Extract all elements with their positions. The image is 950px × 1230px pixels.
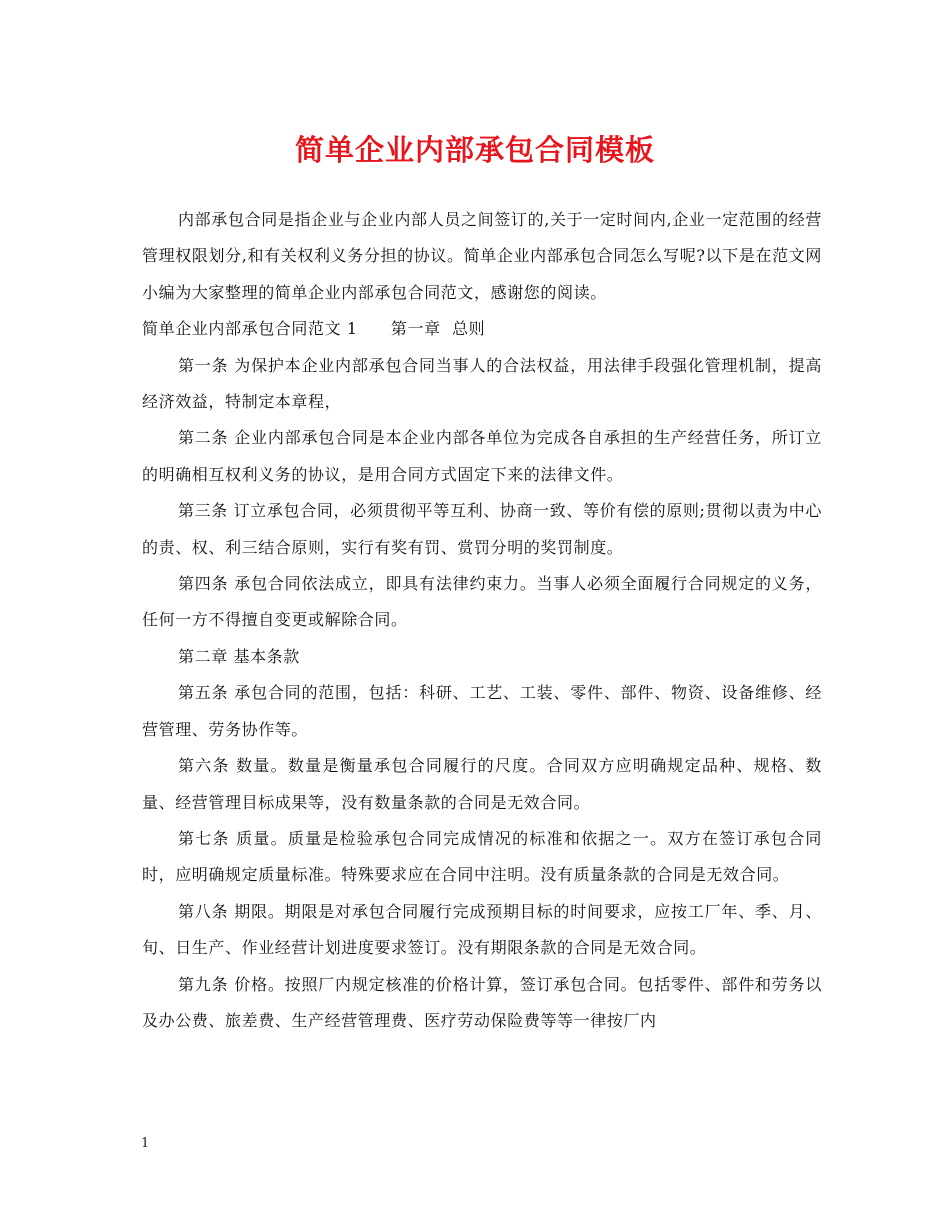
page-number: 1 — [141, 1136, 150, 1151]
article-8: 第八条 期限。期限是对承包合同履行完成预期目标的时间要求，应按工厂年、季、月、旬、日生产、作业经营计划进度要求签订。没有期限条款的合同是无效合同。 — [142, 901, 822, 958]
sample-heading: 简单企业内部承包合同范文 1 第一章 总则 — [142, 319, 486, 339]
article-5: 第五条 承包合同的范围，包括：科研、工艺、工装、零件、部件、物资、设备维修、经营管理、劳务协作等。 — [142, 683, 822, 739]
article-6: 第六条 数量。数量是衡量承包合同履行的尺度。合同双方应明确规定品种、规格、数量、经营管理目标成果等，没有数量条款的合同是无效合同。 — [142, 756, 822, 812]
document-title: 简单企业内部承包合同模板 — [294, 133, 655, 167]
document-body — [142, 202, 822, 1039]
article-7: 第七条 质量。质量是检验承包合同完成情况的标准和依据之一。双方在签订承包合同时，应明确规定质量标准。特殊要求应在合同中注明。没有质量条款的合同是无效合同。 — [142, 828, 822, 885]
article-4: 第四条 承包合同依法成立，即具有法律约束力。当事人必须全面履行合同规定的义务，任何一方不得擅自变更或解除合同。 — [142, 574, 822, 630]
article-9: 第九条 价格。按照厂内规定核准的价格计算，签订承包合同。包括零件、部件和劳务以及办公费、旅差费、生产经营管理费、医疗劳动保险费等等一律按厂内 — [142, 974, 822, 1030]
article-3: 第三条 订立承包合同，必须贯彻平等互利、协商一致、等价有偿的原则;贯彻以责为中心的责、权、利三结合原则，实行有奖有罚、赏罚分明的奖罚制度。 — [142, 501, 822, 557]
chapter-2-heading: 第二章 基本条款 — [178, 646, 300, 666]
article-2: 第二条 企业内部承包合同是本企业内部各单位为完成各自承担的生产经营任务，所订立的明确相互权利义务的协议，是用合同方式固定下来的法律文件。 — [142, 428, 822, 484]
intro-paragraph: 内部承包合同是指企业与企业内部人员之间签订的,关于一定时间内,企业一定范围的经营管理权限划分,和有关权利义务分担的协议。简单企业内部承包合同怎么写呢?以下是在范文网小编为大家整理的简单企业内部承包合同范文，感谢您的阅读。 — [142, 210, 822, 302]
article-1: 第一条 为保护本企业内部承包合同当事人的合法权益，用法律手段强化管理机制，提高经济效益，特制定本章程， — [142, 355, 822, 412]
